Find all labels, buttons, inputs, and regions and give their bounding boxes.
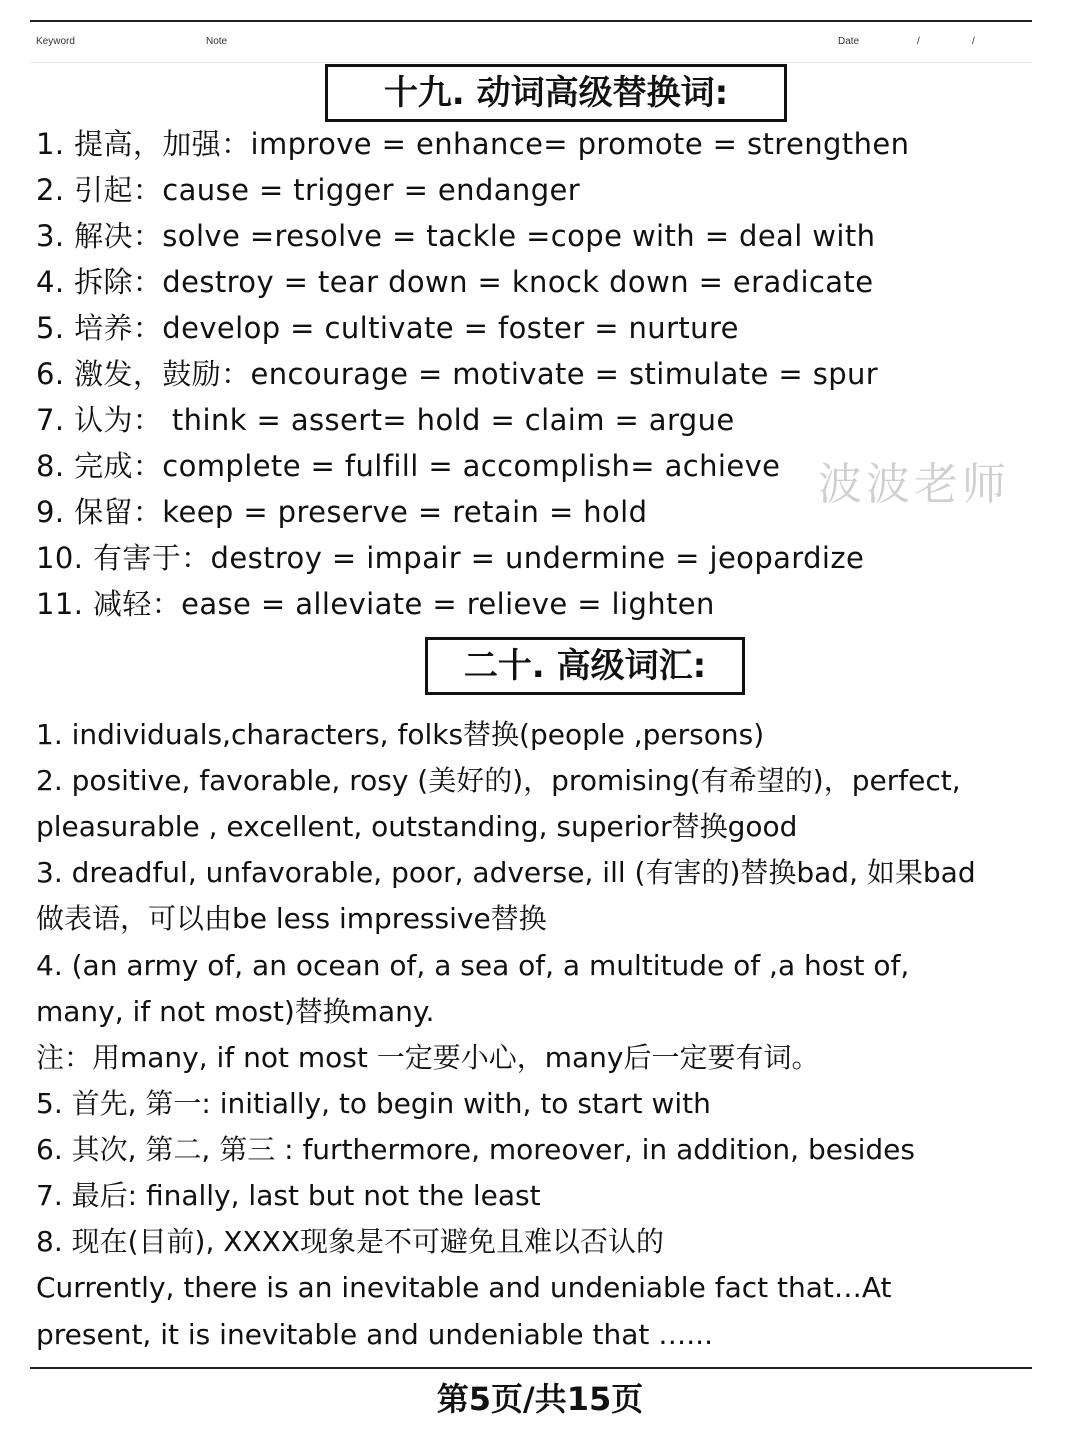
list-item: 6. 其次, 第二, 第三 : furthermore, moreover, in addition, besides	[36, 1133, 915, 1166]
list-item-continuation: pleasurable , excellent, outstanding, superior替换good	[36, 810, 798, 843]
list-item: 4. (an army of, an ocean of, a sea of, a multitude of ,a host of,	[36, 949, 910, 982]
list-item: 5. 首先, 第一: initially, to begin with, to start with	[36, 1087, 711, 1120]
list-item-continuation: 做表语，可以由be less impressive替换	[36, 902, 547, 935]
date-separator: /	[972, 36, 975, 47]
note-label: Note	[206, 36, 228, 47]
list-item: 7. 认为： think = assert= hold = claim = argue	[36, 403, 735, 437]
list-item: 9. 保留：keep = preserve = retain = hold	[36, 495, 648, 529]
list-item: 5. 培养：develop = cultivate = foster = nurture	[36, 311, 739, 345]
list-item: 7. 最后: finally, last but not the least	[36, 1179, 541, 1212]
list-item-continuation: present, it is inevitable and undeniable that …...	[36, 1318, 713, 1351]
list-item-continuation: many, if not most)替换many.	[36, 995, 435, 1028]
note-line: 注：用many, if not most 一定要小心，many后一定要有词。	[36, 1041, 820, 1074]
footer-rule	[30, 1367, 1032, 1369]
list-item: 1. individuals,characters, folks替换(people ,persons)	[36, 718, 765, 751]
section-heading-verbs: 十九. 动词高级替换词:	[325, 64, 787, 122]
list-item: 10. 有害于：destroy = impair = undermine = jeopardize	[36, 541, 865, 575]
list-item: 3. 解决：solve =resolve = tackle =cope with = deal with	[36, 219, 876, 253]
list-item: 6. 激发，鼓励：encourage = motivate = stimulate = spur	[36, 357, 879, 391]
list-item: 2. positive, favorable, rosy (美好的)，promising(有希望的)，perfect,	[36, 764, 961, 797]
keyword-label: Keyword	[36, 36, 75, 47]
top-rule	[30, 20, 1032, 22]
list-item-continuation: Currently, there is an inevitable and undeniable fact that…At	[36, 1271, 892, 1304]
date-separator: /	[917, 36, 920, 47]
list-item: 8. 现在(目前), XXXX现象是不可避免且难以否认的	[36, 1225, 664, 1258]
list-item: 3. dreadful, unfavorable, poor, adverse, ill (有害的)替换bad, 如果bad	[36, 856, 976, 889]
page-indicator: 第5页/共15页	[436, 1380, 644, 1418]
date-label: Date	[838, 36, 860, 47]
header-underline	[30, 62, 1032, 63]
list-item: 8. 完成：complete = fulfill = accomplish= achieve	[36, 449, 781, 483]
list-item: 1. 提高，加强：improve = enhance= promote = strengthen	[36, 127, 910, 161]
watermark-signature: 波波老师	[818, 459, 1010, 510]
list-item: 11. 减轻：ease = alleviate = relieve = lighten	[36, 587, 715, 621]
section-heading-vocabulary: 二十. 高级词汇:	[425, 637, 745, 695]
list-item: 4. 拆除：destroy = tear down = knock down = eradicate	[36, 265, 874, 299]
list-item: 2. 引起：cause = trigger = endanger	[36, 173, 581, 207]
